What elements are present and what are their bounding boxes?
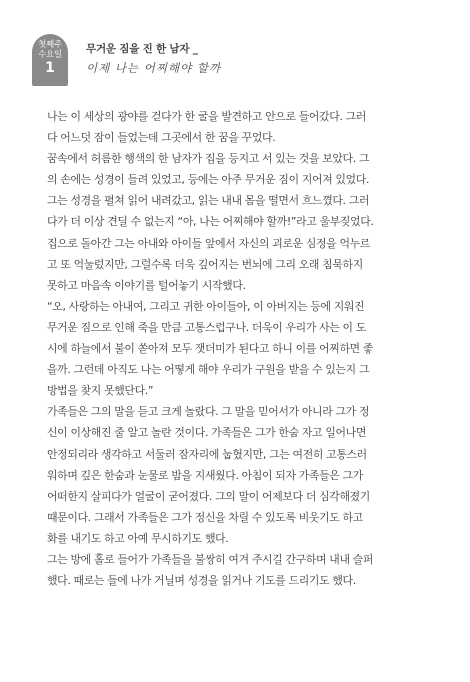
paragraph: 가족들은 그의 말을 듣고 크게 놀랐다. 그 말을 믿어서가 아니라 그가 정 신이 이상해진 줄 알고 놀란 것이다. 가족들은 그가 한숨 자고 일어나면 안정되리라 생각하고 서둘러 잠자리에 눕혔지만, 그는 여전히 고통스러 워하며 깊은 한숨과 눈물로 밤을 지새웠다. 아침이 되자 가족들은 그가 어떠한지 살피다가 얼굴이 굳어졌다. 그의 말이 어제보다 더 심각해졌기 때문이다. 그래서 가족들은 그가 정신을 차릴 수 있도록 비웃기도 하고 화를 내기도 하고 아예 무시하기도 했다. [47,405,370,545]
paragraph: 집으로 돌아간 그는 아내와 아이들 앞에서 자신의 괴로운 심정을 억누르 고 또 억눌렀지만, 그럴수록 더욱 깊어지는 번뇌에 그리 오래 침묵하지 못하고 마음속 이야기를 털어놓기 시작했다. [47,236,370,292]
day-label: 수요일 [38,50,62,60]
chapter-subtitle: 이제 나는 어찌해야 할까 [86,61,222,75]
week-label: 첫째주 [38,40,62,50]
body-text [47,106,423,591]
day-number: 1 [45,60,55,76]
chapter-header [32,34,452,86]
chapter-title: 무거운 짐을 진 한 남자 _ [86,43,198,55]
paragraph: 그는 방에 홀로 들어가 가족들을 불쌍히 여겨 주시길 간구하며 내내 슬퍼 했다. 때로는 들에 나가 거닐며 성경을 읽거나 기도를 드리기도 했다. [47,552,374,588]
day-badge [32,34,68,86]
title-block [86,41,221,77]
paragraph: 꿈속에서 허름한 행색의 한 남자가 집을 등지고 서 있는 것을 보았다. 그 의 손에는 성경이 들려 있었고, 등에는 아주 무거운 짐이 지어져 있었다. 그는 성경을 펼쳐 읽어 내려갔고, 읽는 내내 몸을 떨면서 흐느꼈다. 그러 다가 더 이상 견딜 수 없는지 “아, 나는 어찌해야 할까!”라고 울부짖었다. [47,152,374,229]
paragraph: 나는 이 세상의 광야를 걷다가 한 굴을 발견하고 안으로 들어갔다. 그러 다 어느덧 잠이 들었는데 그곳에서 한 꿈을 꾸었다. [47,110,367,145]
paragraph: “오, 사랑하는 아내여, 그리고 귀한 아이들아, 이 아버지는 등에 지워진 무거운 짐으로 인해 죽을 만큼 고통스럽구나. 더욱이 우리가 사는 이 도 시에 하늘에서 불이 쏟아져 모두 잿더미가 된다고 하니 이를 어찌하면 좋 을까. 그런데 아직도 나는 어떻게 해야 우리가 구원을 받을 수 있는지 그 방법을 찾지 못했단다.” [47,299,374,398]
